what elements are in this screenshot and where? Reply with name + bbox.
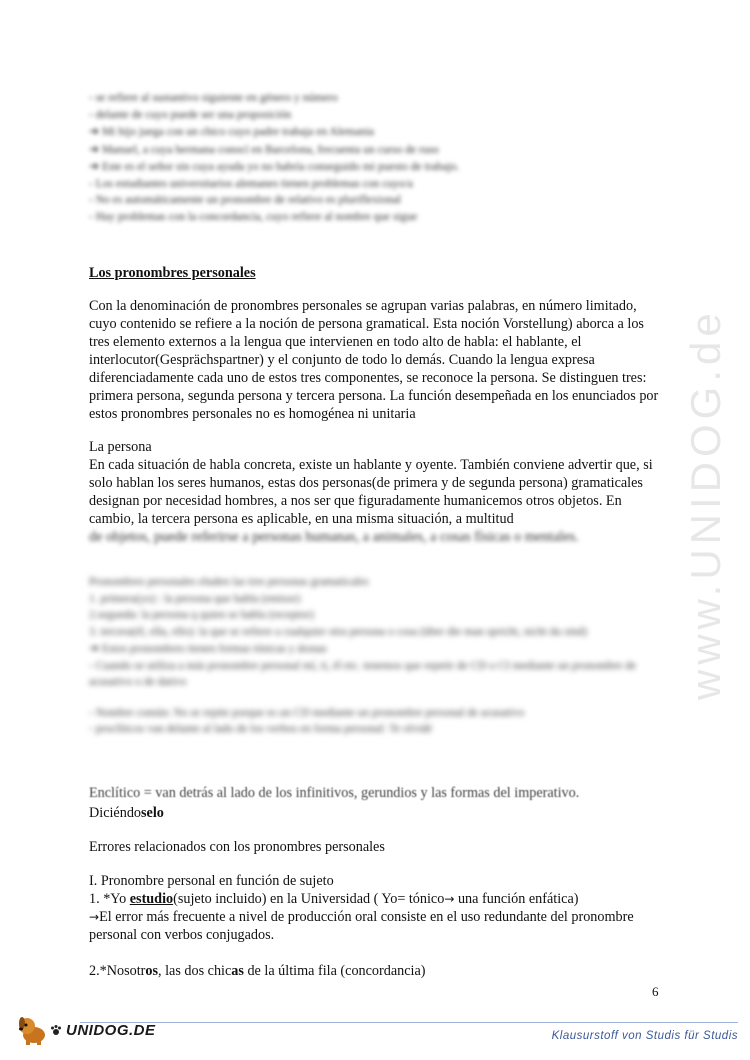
list-item: 2.segunda: la persona q quien se habla (receptor) bbox=[89, 609, 314, 621]
list-item: - Cuando se utiliza a más pronombre personal mí, ti, él etc. tenemos que repetir de CD o CI mediante un pronombre de acusativo o de dativo bbox=[89, 659, 637, 688]
persona-blurred-tail: de objetos, puede referirse a personas humanas, a animales, a cosas físicas o mentales. bbox=[89, 529, 579, 545]
list-item: 1. primera(yo) : la persona que habla (emisor) bbox=[89, 592, 301, 605]
list-item: 3. tercera(él, ella, ello): la que se refiere a cualquier otra persona o cosa (über die man spricht, nicht du sind) bbox=[89, 625, 588, 638]
document-page: www.UNIDOG.de - se refiere al sustantivo siguiente en género y número - delante de cuyo puede ser una proposición ➔ Mi hijo juega con un chico cuyo padre trabaja en Alemania ➔ Manuel, a cuya hermana conocí en Barcelona, frecuenta un curso de ruso ➔ Este es el señor sin cuya ayuda yo no habría conseguido mi puesto de trabajo. - Los estudiantes universitarios alemanes tienen problemas con cuyo/a - No es automáticamente un pronombre de relativo es pluriflexional - Hay problemas con la concordancia, cuyo refiere al nombre que sigue Los pronombres personales Con la denominación de pronombres personales se agrupan varias palabras, en número limitado, cuyo contenido se refiere a la noción de persona gramatical. Esta noción Vorstellung) aborca a los tres elemento externos a la lengua que intervienen en todo alto de habla: el hablante, el interlocutor(Gesprächspartner) y el conjunto de todo lo demás. Cuando la lengua expresa diferenciadamente cada uno de estos tres componentes, se reconoce la persona. Se distinguen tres: primera persona, segunda persona y tercera persona. La función desempeñada en los enunciados por estos pronombres personales no es homogénea ni unitaria La persona En cada situación de habla concreta, existe un hablante y oyente. También conviene advertir que, si solo hablan los seres humanos, estas dos personas(de primera y de segunda persona) gramaticales designan por necesidad hombres, a nos ser que figuradamente humanicemos otros objetos. En cambio, la tercera persona es aplicable, en una misma situación, a multitud de objetos, puede referirse a personas humanas, a animales, a cosas físicas o mentales. Pronombres personales eluden las tres personas gramaticales 1. primera(yo) : la persona que habla (emisor) 2.segunda: la persona q quien se habla (receptor) 3. tercera(él, ella, ello): la que se refiere a cualquier otra persona o cosa (über die man spricht, nicht du sind) ➔ Estos pronombres tienen formas tónicas y átonas - Cuando se utiliza a más pronombre personal mí, ti, él etc. tenemos que repetir de CD o CI mediante un pronombre de acusativo o de dativo - Nombre común: No se repite porque es un CD mediante un pronombre personal de acusativo - proclíticos van delante al lado de los verbos en forma personal: Te olvidé Enclítico = van detrás al lado de los infinitivos, gerundios y las formas del imperativo. Diciéndoselo Errores relacionados con los pronombres personales I. Pronombre personal en función de sujeto 1. *Yo estudio(sujeto incluido) en la Universidad ( Yo= tónico→ una función enfática) →El error más frecuente a nivel de producción oral consiste en el uso redundante del pronombre personal con verbos conjugados. 2.*Nosotros, las dos chicas de la última fila (concordancia) 6 UNIDOG.DE Klausurstoff von Studis für Studis bbox=[0, 0, 750, 1060]
footer-divider bbox=[80, 1022, 738, 1023]
footer-tagline: Klausurstoff von Studis für Studis bbox=[551, 1030, 738, 1042]
list-item: - se refiere al sustantivo siguiente en género y número bbox=[89, 92, 338, 104]
item1-example: 1. *Yo estudio(sujeto incluido) en la Universidad ( Yo= tónico→ una función enfática) bbox=[89, 891, 579, 907]
page-number: 6 bbox=[652, 984, 659, 999]
item1-title: I. Pronombre personal en función de sujeto bbox=[89, 873, 334, 889]
unidog-logo bbox=[16, 1010, 156, 1050]
section-heading: Los pronombres personales bbox=[89, 265, 256, 281]
blurred-middle-list bbox=[89, 574, 664, 738]
errores-title: Errores relacionados con los pronombres personales bbox=[89, 839, 385, 855]
logo-text: UNIDOG.DE bbox=[66, 1021, 156, 1039]
watermark: www.UNIDOG.de bbox=[682, 308, 729, 700]
dog-icon bbox=[16, 1013, 50, 1047]
persona-title: La persona bbox=[89, 439, 152, 455]
item1-note: →El error más frecuente a nivel de producción oral consiste en el uso redundante del pronombre personal con verbos conjugados. bbox=[89, 909, 634, 943]
arrow-icon: → bbox=[444, 892, 455, 906]
blurred-top-list bbox=[89, 90, 664, 225]
list-item: - Hay problemas con la concordancia, cuyo refiere al nombre que sigue bbox=[89, 210, 418, 223]
list-item: ➔ Mi hijo juega con un chico cuyo padre trabaja en Alemania bbox=[89, 124, 375, 138]
item2-example: 2.*Nosotros, las dos chicas de la última fila (concordancia) bbox=[89, 963, 426, 979]
arrow-icon: → bbox=[89, 910, 100, 924]
arrow-icon: ➔ bbox=[89, 141, 100, 156]
list-item: Pronombres personales eluden las tres personas gramaticales bbox=[89, 576, 369, 588]
list-item: ➔ Este es el señor sin cuya ayuda yo no habría conseguido mi puesto de trabajo. bbox=[89, 159, 460, 173]
arrow-icon: ➔ bbox=[89, 159, 100, 173]
list-item: ➔ Estos pronombres tienen formas tónicas y átonas bbox=[89, 641, 327, 655]
list-item: - Los estudiantes universitarios alemanes tienen problemas con cuyo/a bbox=[89, 177, 413, 190]
list-item: - No es automáticamente un pronombre de relativo es pluriflexional bbox=[89, 194, 401, 206]
paw-icon bbox=[50, 1024, 62, 1036]
arrow-icon: ➔ bbox=[89, 641, 100, 655]
diciendoselo-line: Diciéndoselo bbox=[89, 805, 164, 821]
list-item: - proclíticos van delante al lado de los verbos en forma personal: Te olvidé bbox=[89, 723, 432, 735]
list-item: ➔ Manuel, a cuya hermana conocí en Barcelona, frecuenta un curso de ruso bbox=[89, 141, 439, 156]
list-item: - delante de cuyo puede ser una proposición bbox=[89, 108, 292, 121]
persona-paragraph: En cada situación de habla concreta, existe un hablante y oyente. También conviene advertir que, si solo hablan los seres humanos, estas dos personas(de primera y de segunda persona) gramaticales designan por necesidad hombres, a nos ser que figuradamente humanicemos otros objetos. En cambio, la tercera persona es aplicable, en una misma situación, a multitud bbox=[89, 457, 653, 527]
list-item: - Nombre común: No se repite porque es un CD mediante un pronombre personal de acusativo bbox=[89, 706, 525, 719]
intro-paragraph: Con la denominación de pronombres personales se agrupan varias palabras, en número limitado, cuyo contenido se refiere a la noción de persona gramatical. Esta noción Vorstellung) aborca a los tres elemento externos a la lengua que intervienen en todo alto de habla: el hablante, el interlocutor(Gesprächspartner) y el conjunto de todo lo demás. Cuando la lengua expresa diferenciadamente cada uno de estos tres componentes, se reconoce la persona. Se distinguen tres: primera persona, segunda persona y tercera persona. La función desempeñada en los enunciados por estos pronombres personales no es homogénea ni unitaria bbox=[89, 298, 659, 422]
arrow-icon: ➔ bbox=[89, 124, 100, 138]
